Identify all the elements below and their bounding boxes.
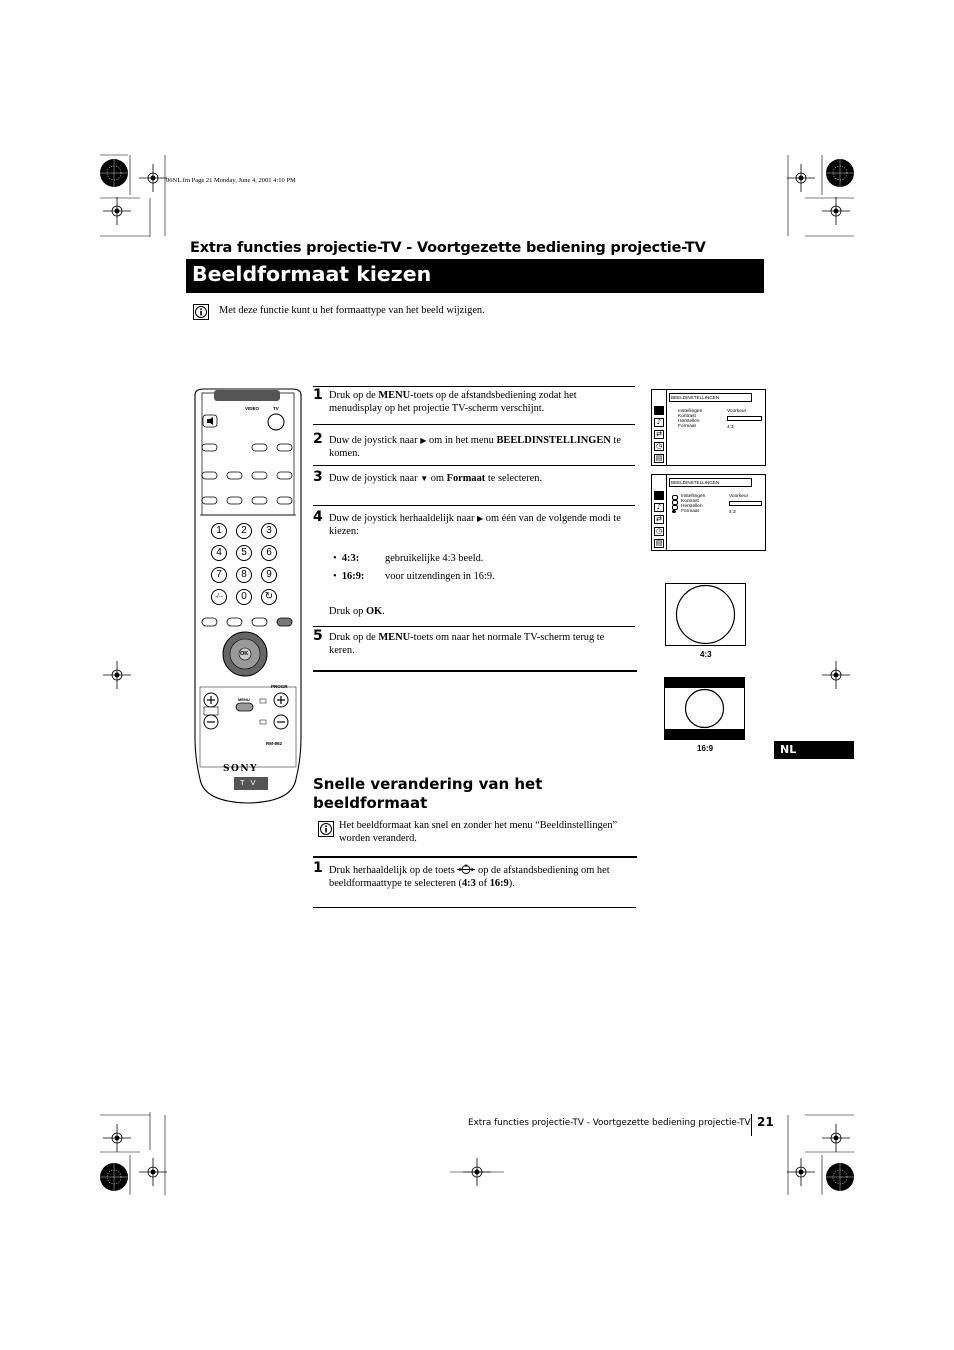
step-5-text: Druk op de MENU-toets om naar het normale TV-scherm terug te keren. (329, 632, 605, 656)
format-16-9-illustration (664, 677, 746, 741)
format-16-9-label: 16:9 (697, 744, 714, 753)
language-tab: NL (774, 741, 854, 759)
step-3-number: 3 (313, 469, 323, 485)
format-button-icon (457, 864, 475, 875)
step-rule (313, 505, 635, 506)
step-4-ok-text: Druk op OK. (329, 606, 385, 617)
sound-icon: ♪ (654, 503, 664, 512)
step-rule (313, 465, 635, 466)
remote-video-label: VIDEO (245, 406, 260, 411)
osd-value: Voorkeur (727, 409, 747, 414)
arrow-down-icon: ▼ (420, 474, 429, 483)
format-4-3-label: 4:3 (700, 650, 712, 659)
option-16-9-desc: voor uitzendingen in 16:9. (385, 571, 495, 582)
option-16-9: • 16:9: (333, 571, 365, 582)
osd-format-value: 4:3 (727, 425, 734, 430)
picture-icon (654, 491, 664, 500)
osd-item: Kontrast (678, 414, 696, 419)
remote-digit-9: 9 (261, 567, 277, 583)
remote-digit-2: 2 (236, 523, 252, 539)
osd-screen-2 (651, 474, 766, 551)
timer-icon: ◷ (655, 442, 663, 450)
section-header: Extra functies projectie-TV - Voortgezette bediening projectie-TV (190, 240, 706, 256)
remote-brand-sub: T V (240, 778, 258, 787)
quick-step-number: 1 (313, 860, 323, 876)
remote-tv-label: TV (273, 406, 279, 411)
osd-bar (729, 501, 762, 506)
remote-progr-label: PROGR (271, 684, 288, 689)
remote-digit-7: 7 (211, 567, 227, 583)
step-4-text: Duw de joystick herhaaldelijk naar ▶ om één van de volgende modi te kiezen: (329, 513, 621, 537)
footer-text: Extra functies projectie-TV - Voortgezette bediening projectie-TV (468, 1118, 751, 1128)
osd-sidebar (652, 390, 667, 465)
page-number: 21 (757, 1115, 774, 1129)
remote-menu-label: MENU (238, 697, 250, 702)
sound-icon: ♪ (654, 418, 664, 427)
osd-item: Herstellen (678, 419, 700, 424)
remote-digit-6: 6 (261, 545, 277, 561)
osd-item: Instellingen (678, 409, 703, 414)
input-icon: ⇄ (654, 515, 664, 524)
format-4-3-illustration (665, 583, 747, 647)
intro-text: Met deze functie kunt u het formaattype van het beeld wijzigen. (219, 305, 485, 316)
page-title: Beeldformaat kiezen (192, 262, 432, 286)
osd-marker-selected (672, 510, 676, 513)
osd-item: Herstellen (681, 504, 703, 509)
osd-value: Voorkeur (729, 494, 749, 499)
setup-icon: ▤ (655, 539, 663, 547)
osd-format-value: 4:3 (729, 510, 736, 515)
info-icon (318, 821, 334, 837)
arrow-right-icon: ▶ (420, 436, 427, 445)
osd-item: Instellingen (681, 494, 706, 499)
input-icon: ⇄ (654, 430, 664, 439)
footer-divider (751, 1114, 752, 1136)
quick-step-text: Druk herhaaldelijk op de toets op de afstandsbediening om het beeldformaattype te selecteren (4:3 of 16:9). (329, 865, 610, 889)
remote-digit-1: 1 (211, 523, 227, 539)
osd-bar (727, 416, 762, 421)
osd-item: Formaat (681, 509, 699, 514)
title-bar (186, 259, 764, 293)
osd-item: Formaat (678, 424, 696, 429)
remote-digit-3: 3 (261, 523, 277, 539)
remote-digit-8: 8 (236, 567, 252, 583)
step-1-text: Druk op de MENU-toets op de afstandsbediening zodat het menudisplay op het projectie TV-scherm verschijnt. (329, 390, 577, 414)
option-4-3: • 4:3: (333, 553, 360, 564)
osd-item: Kontrast (681, 499, 699, 504)
step-4-number: 4 (313, 509, 323, 525)
step-5-number: 5 (313, 628, 323, 644)
remote-ok-label: OK (240, 651, 249, 657)
step-rule (313, 856, 637, 858)
osd-title: BEELDINSTELLINGEN (669, 478, 752, 487)
option-4-3-desc: gebruikelijke 4:3 beeld. (385, 553, 484, 564)
remote-digit-dash: -/-- (211, 589, 227, 605)
osd-title: BEELDINSTELLINGEN (669, 393, 752, 402)
osd-sidebar (652, 475, 667, 550)
timer-icon: ◷ (655, 527, 663, 535)
print-info: 06NL.fm Page 21 Monday, June 4, 2001 4:10 PM (166, 177, 296, 184)
step-rule-top (313, 386, 635, 387)
remote-digit-5: 5 (236, 545, 252, 561)
step-2-text: Duw de joystick naar ▶ om in het menu BEELDINSTELLINGEN te komen. (329, 435, 621, 459)
remote-digit-4: 4 (211, 545, 227, 561)
remote-model-label: RM-892 (266, 741, 283, 746)
step-rule (313, 424, 635, 425)
step-1-number: 1 (313, 387, 323, 403)
remote-digit-recall: ↻ (261, 589, 277, 605)
remote-brand-logo: SONY (223, 764, 258, 774)
step-rule-bottom (313, 670, 637, 672)
quick-info-text: Het beeldformaat kan snel en zonder het menu “Beeldinstellingen” worden veranderd. (339, 820, 618, 844)
picture-icon (654, 406, 664, 415)
step-3-text: Duw de joystick naar ▼ om Formaat te selecteren. (329, 473, 543, 484)
step-rule (313, 626, 635, 627)
arrow-right-icon: ▶ (477, 514, 484, 523)
step-2-number: 2 (313, 431, 323, 447)
info-icon (193, 304, 209, 320)
sub-heading: Snelle verandering van het beeldformaat (313, 775, 543, 812)
setup-icon: ▤ (655, 454, 663, 462)
remote-digit-0: 0 (236, 589, 252, 605)
osd-screen-1 (651, 389, 766, 466)
step-rule-bottom (313, 907, 636, 908)
